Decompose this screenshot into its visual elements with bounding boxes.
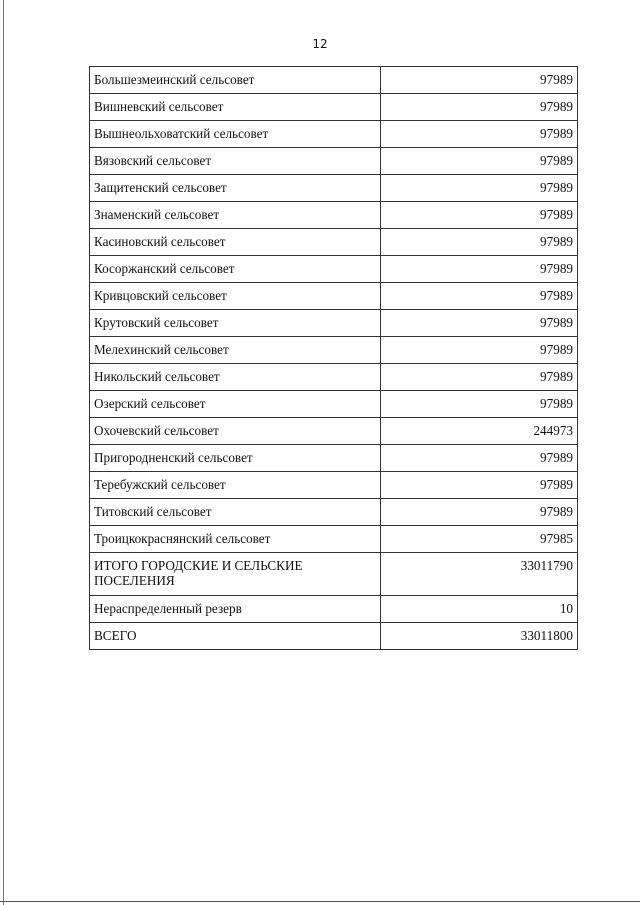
row-value: 97989 [381,67,578,94]
row-value: 97989 [381,256,578,283]
table-row-reserve [90,596,578,623]
table-row [90,526,578,553]
row-name: Троицкокраснянский сельсовет [90,526,381,553]
row-value: 97989 [381,445,578,472]
row-value: 10 [381,596,578,623]
row-value: 97989 [381,391,578,418]
row-name: Нераспределенный резерв [90,596,381,623]
row-name: Крутовский сельсовет [90,310,381,337]
row-name: Вышнеольховатский сельсовет [90,121,381,148]
row-name: Охочевский сельсовет [90,418,381,445]
row-name: Титовский сельсовет [90,499,381,526]
row-name: Вязовский сельсовет [90,148,381,175]
row-value: 97989 [381,364,578,391]
row-value: 33011790 [381,553,578,596]
row-name: Косоржанский сельсовет [90,256,381,283]
table-row [90,391,578,418]
row-name: Никольский сельсовет [90,364,381,391]
table-row [90,499,578,526]
table-row [90,94,578,121]
page-border-bottom [0,901,640,902]
row-name: Теребужский сельсовет [90,472,381,499]
row-value: 97989 [381,202,578,229]
row-name: ИТОГО ГОРОДСКИЕ И СЕЛЬСКИЕ ПОСЕЛЕНИЯ [90,553,381,596]
budget-allocation-table [89,66,578,650]
table-row [90,229,578,256]
row-value: 97989 [381,337,578,364]
page-border-left [3,0,4,905]
row-value: 97989 [381,472,578,499]
table-row [90,283,578,310]
row-value: 244973 [381,418,578,445]
table-row [90,202,578,229]
row-value: 97989 [381,94,578,121]
table-row [90,175,578,202]
table-row-total-settlements [90,553,578,596]
table-row [90,67,578,94]
row-name: Касиновский сельсовет [90,229,381,256]
table-row [90,418,578,445]
row-value: 97989 [381,121,578,148]
table-row [90,310,578,337]
row-name: Мелехинский сельсовет [90,337,381,364]
row-name: ВСЕГО [90,623,381,650]
table-row [90,472,578,499]
row-name: Большезмеинский сельсовет [90,67,381,94]
row-name: Вишневский сельсовет [90,94,381,121]
row-value: 97989 [381,175,578,202]
row-value: 97989 [381,283,578,310]
row-value: 33011800 [381,623,578,650]
row-name: Защитенский сельсовет [90,175,381,202]
row-name: Знаменский сельсовет [90,202,381,229]
table-row [90,148,578,175]
row-value: 97989 [381,499,578,526]
table-row [90,256,578,283]
table-row [90,445,578,472]
table-row [90,121,578,148]
row-name: Пригородненский сельсовет [90,445,381,472]
row-value: 97989 [381,148,578,175]
row-name: Озерский сельсовет [90,391,381,418]
table-row [90,364,578,391]
row-name: Кривцовский сельсовет [90,283,381,310]
table-row-grand-total [90,623,578,650]
row-value: 97989 [381,229,578,256]
table-row [90,337,578,364]
row-value: 97989 [381,310,578,337]
row-value: 97985 [381,526,578,553]
page-number: 12 [312,37,328,51]
